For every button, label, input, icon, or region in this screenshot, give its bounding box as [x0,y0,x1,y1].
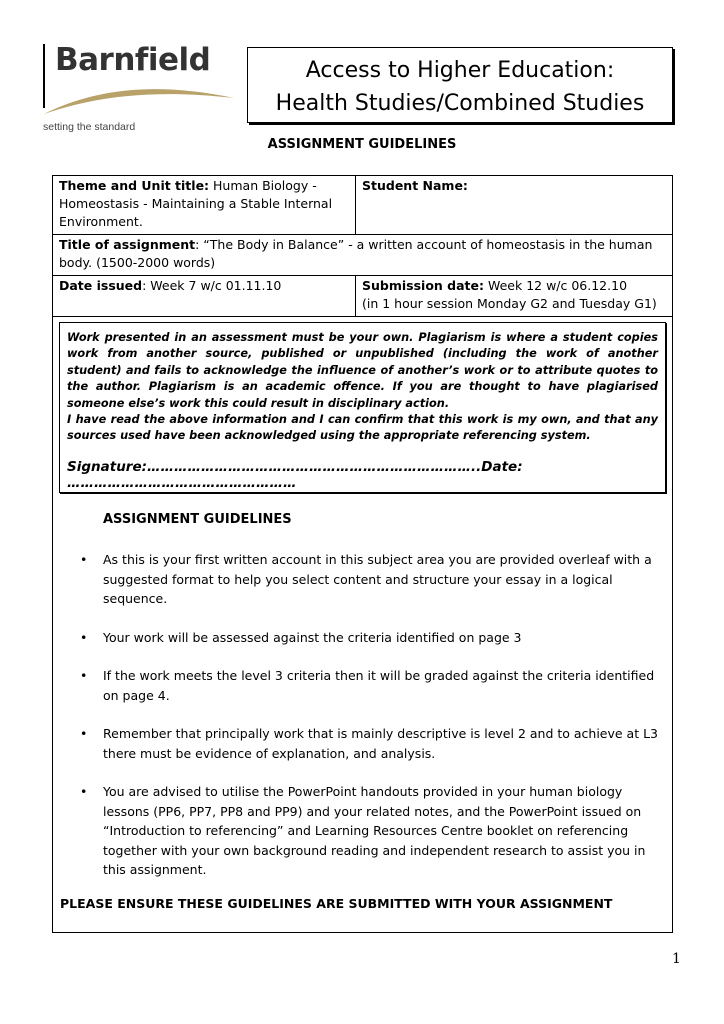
logo-tagline: setting the standard [43,121,136,133]
list-item-text: Remember that principally work that is mainly descriptive is level 2 and to achieve at L3 there must be evidence of explanation, and analysis. [103,726,659,761]
logo-name: Barnfield [55,42,211,78]
list-item [80,550,670,609]
list-item [80,628,670,648]
list-item [80,666,670,705]
date-issued-label: Date issued [59,278,143,293]
plagiarism-statement: Work presented in an assessment must be your own. Plagiarism is where a student copies work from another source, published or unpublished (including the work of another student) and fails to acknowledge the influence of another’s work or to attribute quotes to the author. Plagiarism is an academic offence. If you are thought to have plagiarised someone else’s work this could result in disciplinary action. [67,331,658,410]
course-title-box [247,47,673,123]
date-issued-value: : Week 7 w/c 01.11.10 [142,278,282,293]
bullet-icon: • [80,629,88,645]
page-number: 1 [672,951,681,967]
assignment-title-cell [53,235,673,276]
assignment-title-value: : “The Body in Balance” - a written account of homeostasis in the human body. (1500-2000 words) [59,237,653,270]
bullet-icon: • [80,668,88,683]
logo-swoosh-icon [42,84,237,118]
list-item [80,724,670,763]
bullet-icon: • [80,726,88,741]
list-item-text: You are advised to utilise the PowerPoint handouts provided in your human biology lessons (PP6, PP7, PP8 and PP9) and your related notes, and the PowerPoint issued on “Introduction to referencing” and Learning Resources Centre booklet on referencing together with your own background reading and independent research to assist you in this assignment. [103,784,646,877]
course-title-line1: Access to Higher Education: [305,58,615,83]
submission-date-value: Week 12 w/c 06.12.10 [484,278,628,293]
theme-value: Human Biology - Homeostasis - Maintaining a Stable Internal Environment. [59,178,333,229]
submission-date-label: Submission date: [362,278,484,293]
list-item-text: Your work will be assessed against the criteria identified on page 3 [103,629,522,645]
theme-label: Theme and Unit title: [59,178,210,193]
list-item-text: If the work meets the level 3 criteria then it will be graded against the criteria identified on page 4. [103,668,655,703]
list-item-text: As this is your first written account in this subject area you are provided overleaf with a suggested format to help you select content and structure your essay in a logical sequence. [103,552,652,606]
bullet-icon: • [80,552,88,567]
submission-note: (in 1 hour session Monday G2 and Tuesday G1) [362,296,657,311]
assignment-info-table [52,175,673,317]
declaration-statement: I have read the above information and I can confirm that this work is my own, and that any sources used have been acknowledged using the appropriate referencing system. [67,413,658,443]
signature-date-line: Signature:………………………………………………………………..Date: …………………………………………… [67,458,523,492]
course-title-line2: Health Studies/Combined Studies [275,91,645,116]
guidelines-subheading: ASSIGNMENT GUIDELINES [103,512,292,527]
assignment-guidelines-heading: ASSIGNMENT GUIDELINES [267,137,457,152]
list-item [80,782,670,880]
student-name-label: Student Name: [362,178,468,193]
guidelines-list [80,550,670,899]
bullet-icon: • [80,784,88,799]
plagiarism-declaration-box [59,322,666,493]
theme-cell [53,176,356,235]
submission-reminder: PLEASE ENSURE THESE GUIDELINES ARE SUBMITTED WITH YOUR ASSIGNMENT [60,896,613,911]
assignment-title-label: Title of assignment [59,237,196,252]
barnfield-logo [40,40,240,140]
student-name-cell [356,176,673,235]
